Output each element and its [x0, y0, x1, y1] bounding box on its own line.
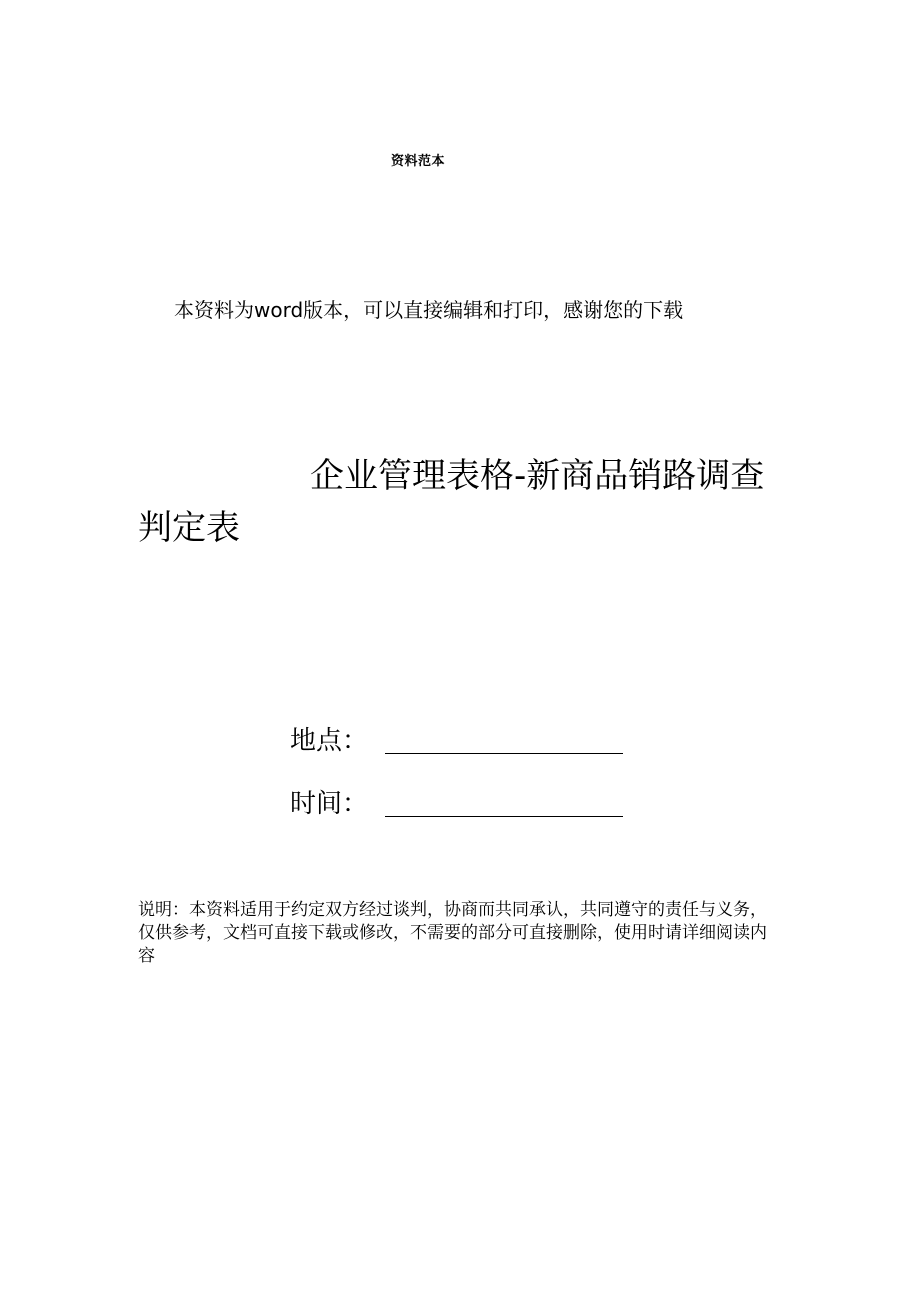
time-field [290, 783, 623, 820]
document-title: 企业管理表格-新商品销路调查判定表 [138, 456, 765, 548]
time-blank-line[interactable] [385, 786, 623, 817]
location-blank-line[interactable] [385, 723, 623, 754]
description-paragraph: 说明：本资料适用于约定双方经过谈判，协商而共同承认，共同遵守的责任与义务，仅供参考，文档可直接下载或修改，不需要的部分可直接删除，使用时请详细阅读内容 [138, 900, 767, 966]
download-notice: 本资料为word版本，可以直接编辑和打印，感谢您的下载 [174, 298, 684, 322]
location-field [290, 720, 623, 757]
location-label: 地点： [290, 726, 369, 756]
header-label: 资料范本 [391, 154, 446, 169]
time-label: 时间： [290, 789, 369, 819]
